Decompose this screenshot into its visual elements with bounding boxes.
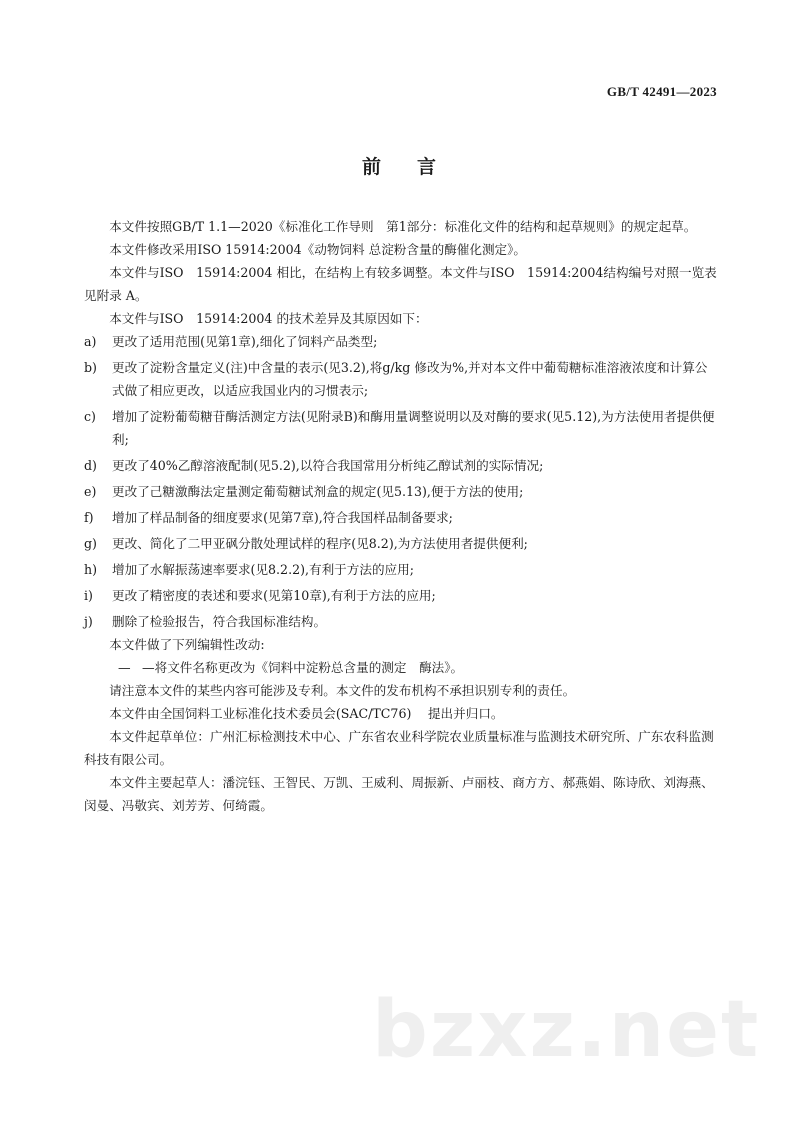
list-item-label: d) (84, 458, 97, 473)
list-item (84, 454, 717, 477)
list-item (84, 584, 717, 607)
list-item-label: c) (84, 409, 96, 424)
paragraph: 本文件做了下列编辑性改动: (109, 637, 265, 652)
list-item-label: a) (84, 334, 97, 349)
list-item-text: 更改、简化了二甲亚砜分散处理试样的程序(见8.2),为方法使用者提供便利; (112, 536, 528, 551)
list-item (84, 610, 717, 633)
list-item-label: i) (84, 588, 93, 603)
list-item-label: g) (84, 536, 97, 551)
paragraph: 本文件由全国饲料工业标准化技术委员会(SAC/TC76) 提出并归口。 (109, 706, 504, 721)
list-item-text: 增加了水解振荡速率要求(见8.2.2),有利于方法的应用; (112, 562, 414, 577)
paragraph: 本文件起草单位：广州汇标检测技术中心、广东省农业科学院农业质量标准与监测技术研究所、广东农科监测科技有限公司。 (84, 729, 714, 767)
list-item-text: 增加了淀粉葡萄糖苷酶活测定方法(见附录B)和酶用量调整说明以及对酶的要求(见5.12),为方法使用者提供便利; (112, 409, 715, 447)
list-item-label: j) (84, 614, 93, 629)
list-item (84, 506, 717, 529)
list-item-text: 增加了样品制备的细度要求(见第7章),符合我国样品制备要求; (112, 510, 453, 525)
list-item (84, 480, 717, 503)
list-item-text: 更改了精密度的表述和要求(见第10章),有利于方法的应用; (112, 588, 436, 603)
list-item-text: 更改了淀粉含量定义(注)中含量的表示(见3.2),将g/kg 修改为%,并对本文件中葡萄糖标准溶液浓度和计算公式做了相应更改，以适应我国业内的习惯表示; (112, 360, 708, 398)
paragraph: 本文件主要起草人：潘浣钰、王智民、万凯、王威利、周振新、卢丽枝、商方方、郝燕娟、陈诗欣、刘海燕、闵曼、冯敬宾、刘芳芳、何绮霞。 (84, 775, 714, 813)
list-item-text: —将文件名称更改为《饲料中淀粉总含量的测定 酶法》。 (142, 660, 464, 675)
list-item (84, 330, 717, 353)
list-item (84, 532, 717, 555)
differences-list (84, 330, 717, 633)
watermark: bzxz.net (372, 985, 761, 1075)
list-item-text: 更改了己糖激酶法定量测定葡萄糖试剂盒的规定(见5.13),便于方法的使用; (112, 484, 524, 499)
paragraph: 本文件修改采用ISO 15914:2004《动物饲料 总淀粉含量的酶催化测定》。 (109, 242, 527, 257)
paragraph: 本文件按照GB/T 1.1—2020《标准化工作导则 第1部分：标准化文件的结构和起草规则》的规定起草。 (109, 219, 697, 234)
list-item-label: h) (84, 562, 98, 577)
list-item-label: b) (84, 360, 97, 375)
list-item-label: f) (84, 510, 94, 525)
list-item (84, 558, 717, 581)
standard-code: GB/T 42491—2023 (606, 84, 717, 99)
list-item (84, 356, 717, 402)
list-item-text: 更改了适用范围(见第1章),细化了饲料产品类型; (112, 334, 378, 349)
paragraph: 请注意本文件的某些内容可能涉及专利。本文件的发布机构不承担识别专利的责任。 (109, 683, 576, 698)
title-char-1: 前 (361, 156, 383, 178)
title-char-2: 言 (417, 156, 439, 178)
list-item (84, 405, 717, 451)
page-title (0, 152, 800, 179)
document-body (84, 215, 717, 817)
list-item-text: 更改了40%乙醇溶液配制(见5.2),以符合我国常用分析纯乙醇试剂的实际情况; (112, 458, 544, 473)
list-item-label: — (118, 660, 131, 675)
editorial-item (84, 656, 717, 679)
list-item-label: e) (84, 484, 97, 499)
paragraph: 本文件与ISO 15914:2004 的技术差异及其原因如下： (109, 311, 428, 326)
paragraph: 本文件与ISO 15914:2004 相比，在结构上有较多调整。本文件与ISO 15914:2004结构编号对照一览表见附录 A。 (84, 265, 717, 303)
list-item-text: 删除了检验报告，符合我国标准结构。 (112, 614, 327, 629)
